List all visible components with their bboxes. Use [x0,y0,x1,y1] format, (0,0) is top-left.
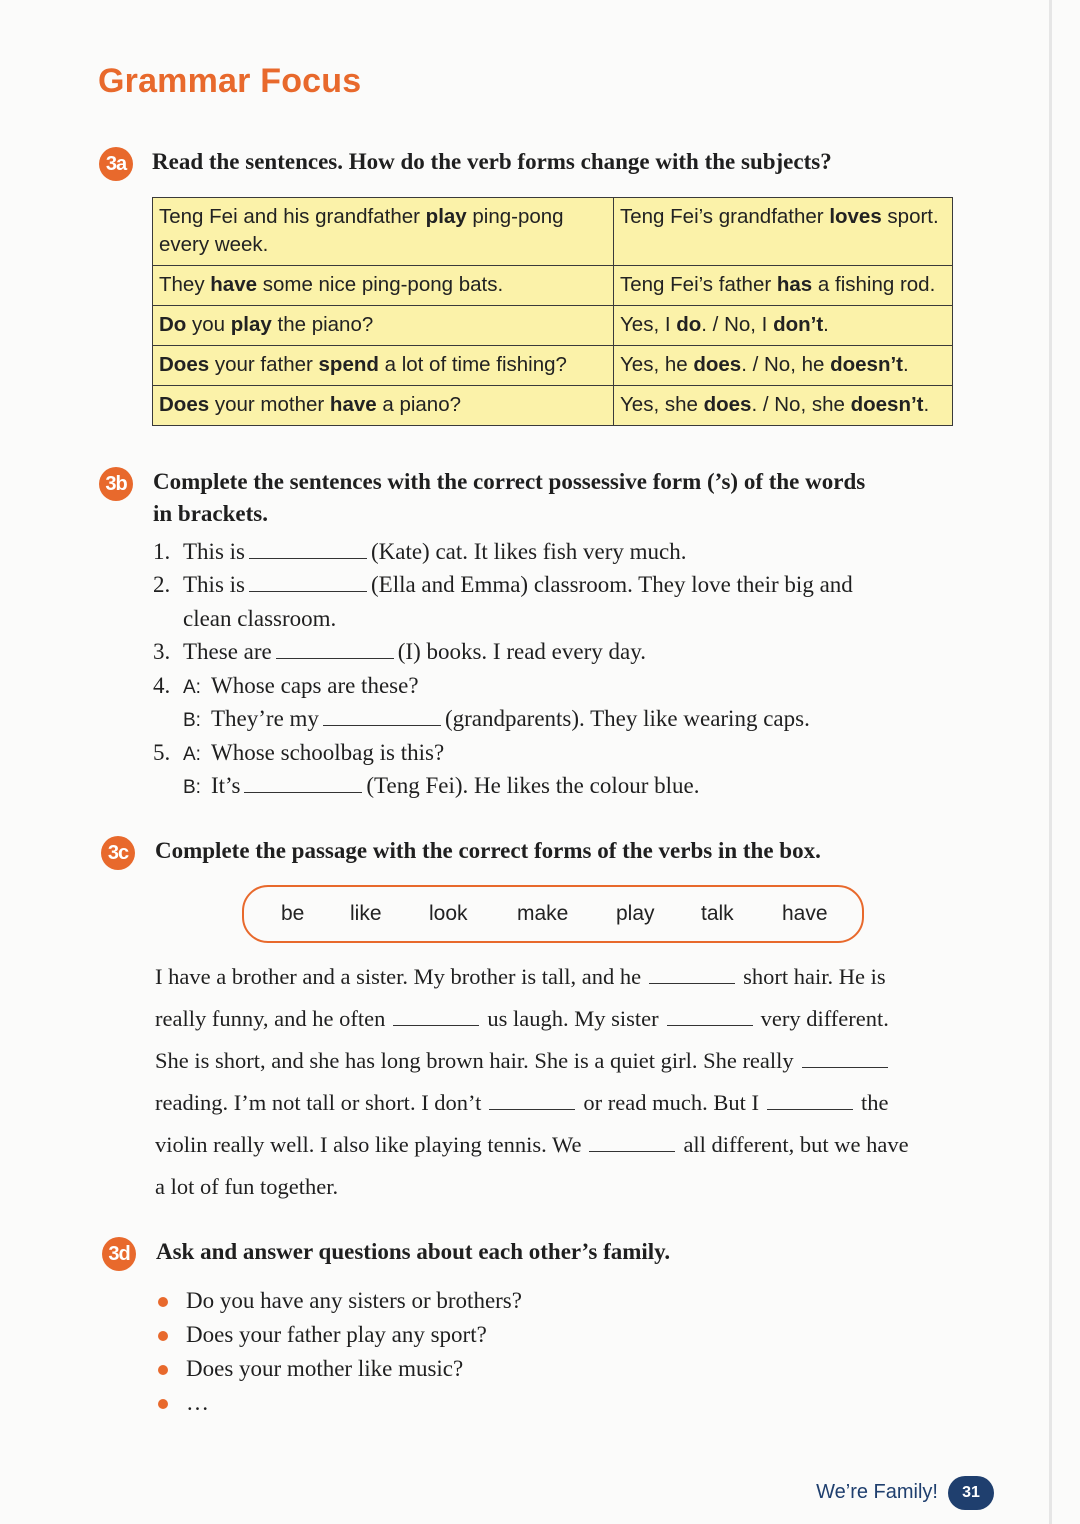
word-item: like [350,902,382,925]
exercise-3b-3 [153,637,646,667]
answer-blank[interactable] [249,571,367,592]
sentence-start: This is [183,572,245,597]
word-item: play [616,902,655,925]
page-title: Grammar Focus [98,62,362,100]
dialogue-line: Whose schoolbag is this? [211,740,445,765]
instruction-3b-line1: Complete the sentences with the correct possessive form (’s) of the words [153,469,866,494]
passage-line-3: She is short, and she has long brown hair. She is a quiet girl. She really [155,1046,888,1076]
badge-3b: 3b [99,467,133,501]
word-item: be [281,902,305,925]
word-item: make [517,902,569,925]
table-cell-question: They have some nice ping-pong bats. [153,266,614,306]
table-cell-question: Teng Fei and his grandfather play ping-pong every week. [153,198,614,266]
exercise-3b-5b [183,771,699,803]
instruction-3d: Ask and answer questions about each other’s family. [156,1239,671,1264]
instruction-3c: Complete the passage with the correct forms of the verbs in the box. [155,838,821,863]
table-cell-answer: Yes, she does. / No, she doesn’t. [614,386,953,426]
item-number: 1. [153,539,171,564]
passage-line-1: I have a brother and a sister. My brother is tall, and he short hair. He is [155,964,886,989]
answer-blank[interactable] [323,705,441,726]
sentence-start: This is [183,539,245,564]
instruction-3a: Read the sentences. How do the verb forms change with the subjects? [152,149,832,174]
word-item: look [429,902,468,925]
sentence-end: (Ella and Emma) classroom. They love their big and [370,572,853,597]
exercise-3b-5a [153,738,444,770]
table-row [153,346,953,386]
word-item: talk [701,902,734,925]
speaker-b: B: [183,710,201,731]
answer-blank[interactable] [249,538,367,559]
exercise-3b-1 [153,537,686,567]
sentence-start: They’re my [211,706,319,731]
badge-3d: 3d [102,1237,136,1271]
instruction-3b-line2: in brackets. [153,501,268,526]
answer-blank[interactable] [589,1132,675,1152]
table-row [153,306,953,346]
sentence-end: (grandparents). They like wearing caps. [444,706,810,731]
exercise-3b-2-continuation: clean classroom. [183,606,337,631]
sentence-end: (Kate) cat. It likes fish very much. [370,539,687,564]
sentence-start: It’s [211,773,241,798]
word-box [242,885,864,943]
exercise-3b-2 [153,570,853,600]
table-cell-answer: Yes, he does. / No, he doesn’t. [614,346,953,386]
answer-blank[interactable] [276,638,394,659]
answer-blank[interactable] [649,964,735,984]
answer-blank[interactable] [767,1090,853,1110]
table-row [153,198,953,266]
answer-blank[interactable] [667,1006,753,1026]
item-number: 2. [153,572,171,597]
item-number: 4. [153,673,171,698]
table-cell-answer: Teng Fei’s father has a fishing rod. [614,266,953,306]
answer-blank[interactable] [393,1006,479,1026]
table-cell-question: Does your father spend a lot of time fishing? [153,346,614,386]
list-item: … [158,1386,522,1420]
page-number: 31 [948,1476,994,1510]
list-item: Does your mother like music? [158,1352,522,1386]
sentence-start: These are [183,639,272,664]
table-row [153,266,953,306]
item-number: 3. [153,639,171,664]
grammar-table [152,197,953,426]
table-cell-question: Does your mother have a piano? [153,386,614,426]
list-item: Do you have any sisters or brothers? [158,1284,522,1318]
question-list [158,1284,522,1420]
page-edge [1049,0,1052,1524]
passage-line-2: really funny, and he often us laugh. My sister very different. [155,1006,889,1031]
list-item: Does your father play any sport? [158,1318,522,1352]
table-cell-answer: Yes, I do. / No, I don’t. [614,306,953,346]
unit-title: We’re Family! [816,1481,938,1503]
table-cell-question: Do you play the piano? [153,306,614,346]
bullet-icon [158,1331,168,1341]
item-number: 5. [153,740,171,765]
bullet-icon [158,1399,168,1409]
speaker-a: A: [183,677,201,698]
badge-3a: 3a [99,147,133,181]
answer-blank[interactable] [489,1090,575,1110]
table-row [153,386,953,426]
table-cell-answer: Teng Fei’s grandfather loves sport. [614,198,953,266]
word-item: have [782,902,828,925]
exercise-3b-4b [183,704,810,736]
answer-blank[interactable] [802,1048,888,1068]
sentence-end: (Teng Fei). He likes the colour blue. [366,773,700,798]
badge-3c: 3c [101,836,135,870]
passage-line-5: violin really well. I also like playing tennis. We all different, but we have [155,1132,909,1157]
speaker-a: A: [183,744,201,765]
answer-blank[interactable] [244,772,362,793]
bullet-icon [158,1297,168,1307]
speaker-b: B: [183,777,201,798]
passage-line-6: a lot of fun together. [155,1174,339,1199]
exercise-3b-4a [153,671,419,703]
passage-line-4: reading. I’m not tall or short. I don’t or read much. But I the [155,1090,889,1115]
dialogue-line: Whose caps are these? [211,673,419,698]
bullet-icon [158,1365,168,1375]
sentence-end: (I) books. I read every day. [397,639,646,664]
